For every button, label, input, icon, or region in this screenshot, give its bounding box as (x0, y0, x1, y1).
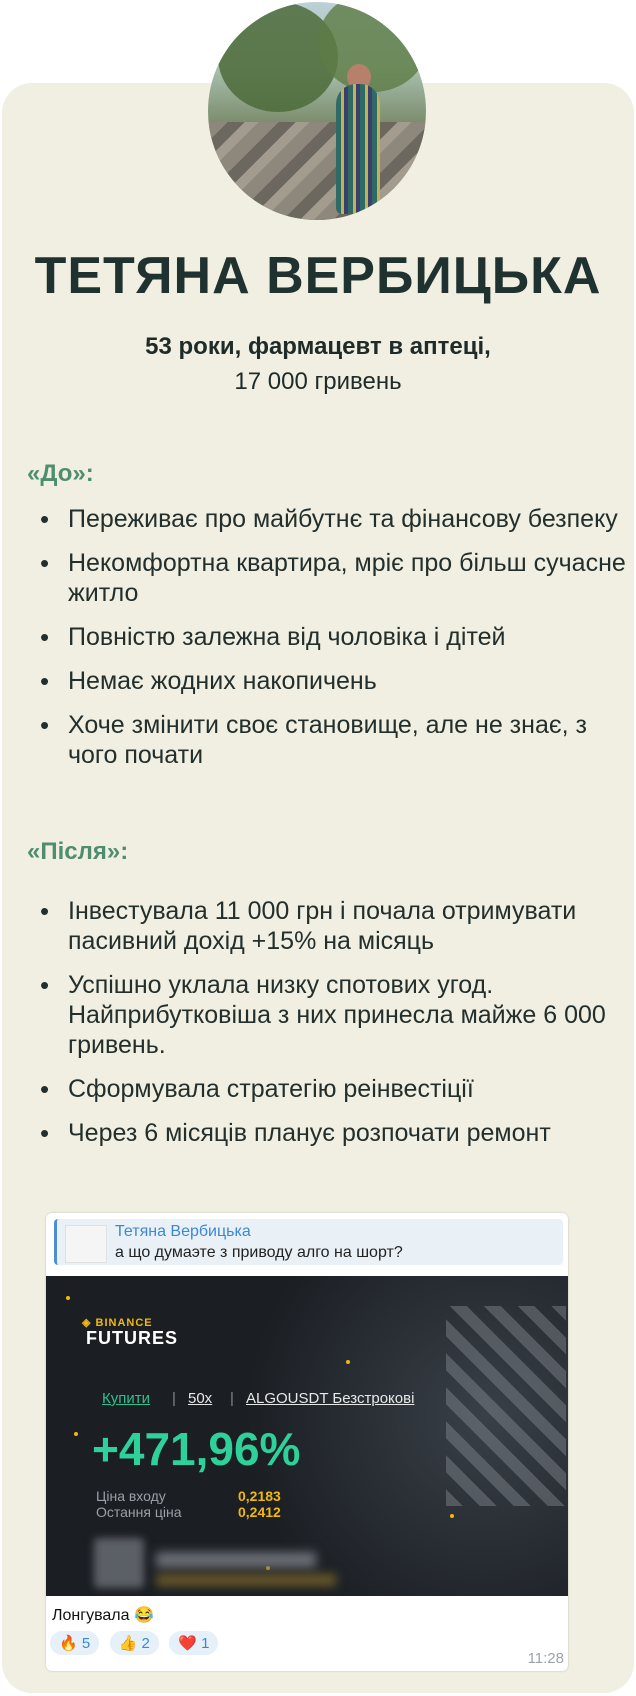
after-list (30, 896, 630, 1162)
avatar-person (336, 84, 380, 214)
blurred-qr (94, 1538, 144, 1588)
binance-logo: ◈ BINANCE (82, 1317, 153, 1329)
message-time: 11:28 (527, 1650, 564, 1667)
chat-screenshot (46, 1213, 568, 1671)
after-heading: «Після»: (27, 838, 129, 865)
reactions-bar (50, 1631, 224, 1655)
list-item: • Інвестувала 11 000 грн і почала отримувати пасивний дохід +15% на місяць (30, 896, 630, 956)
list-item: • Через 6 місяців планує розпочати ремонт (30, 1118, 630, 1148)
sparkle-dot (74, 1432, 78, 1436)
last-price-label: Остання ціна (96, 1504, 182, 1520)
pnl-percent: +471,96% (92, 1423, 301, 1475)
avatar (208, 2, 426, 220)
entry-price-label: Ціна входу (96, 1488, 166, 1504)
sparkle-dot (346, 1360, 350, 1364)
entry-price-value: 0,2183 (238, 1488, 281, 1504)
message-caption: Лонгувала 😂 (52, 1607, 154, 1624)
person-subtitle-bold: 53 роки, фармацевт в аптеці, (145, 333, 491, 360)
pair-label: ALGOUSDT Безстрокові (246, 1390, 415, 1407)
person-income: 17 000 гривень (234, 368, 402, 395)
list-item: • Переживає про майбутнє та фінансову безпеку (30, 504, 630, 534)
list-item: • Успішно уклала низку спотових угод. Найприбутковіша з них принесла майже 6 000 гривень. (30, 970, 630, 1060)
before-heading: «До»: (27, 460, 94, 487)
leverage-label: 50x (188, 1390, 213, 1407)
sparkle-dot (450, 1514, 454, 1518)
list-item: • Повністю залежна від чоловіка і дітей (30, 622, 630, 652)
reaction-thumbs-up[interactable]: 👍 2 (110, 1631, 159, 1655)
binance-futures-label: FUTURES (86, 1328, 178, 1348)
reply-thumbnail (65, 1225, 107, 1263)
list-item: • Некомфортна квартира, мріє про більш сучасне житло (30, 548, 630, 608)
side-label: Купити (102, 1390, 150, 1407)
list-item: • Сформувала стратегію реінвестіції (30, 1074, 630, 1104)
reaction-fire[interactable]: 🔥 5 (50, 1631, 99, 1655)
blurred-text (156, 1574, 336, 1586)
list-item: • Немає жодних накопичень (30, 666, 630, 696)
blurred-text (156, 1552, 316, 1568)
reply-quote[interactable] (54, 1219, 563, 1265)
separator: | (230, 1390, 234, 1407)
last-price-value: 0,2412 (238, 1504, 281, 1520)
binance-pnl-card (46, 1276, 568, 1596)
reaction-heart[interactable]: ❤️ 1 (169, 1631, 218, 1655)
binance-pattern (446, 1306, 566, 1506)
avatar-rocks (208, 122, 426, 220)
reply-author: Тетяна Вербицька (115, 1223, 251, 1240)
person-name: ТЕТЯНА ВЕРБИЦЬКА (34, 247, 602, 305)
avatar-tree (318, 2, 426, 92)
before-list (30, 504, 630, 784)
separator: | (172, 1390, 176, 1407)
sparkle-dot (66, 1296, 70, 1300)
list-item: • Хоче змінити своє становище, але не знає, з чого почати (30, 710, 630, 770)
reply-text: а що думаэте з приводу алго на шорт? (115, 1244, 403, 1261)
